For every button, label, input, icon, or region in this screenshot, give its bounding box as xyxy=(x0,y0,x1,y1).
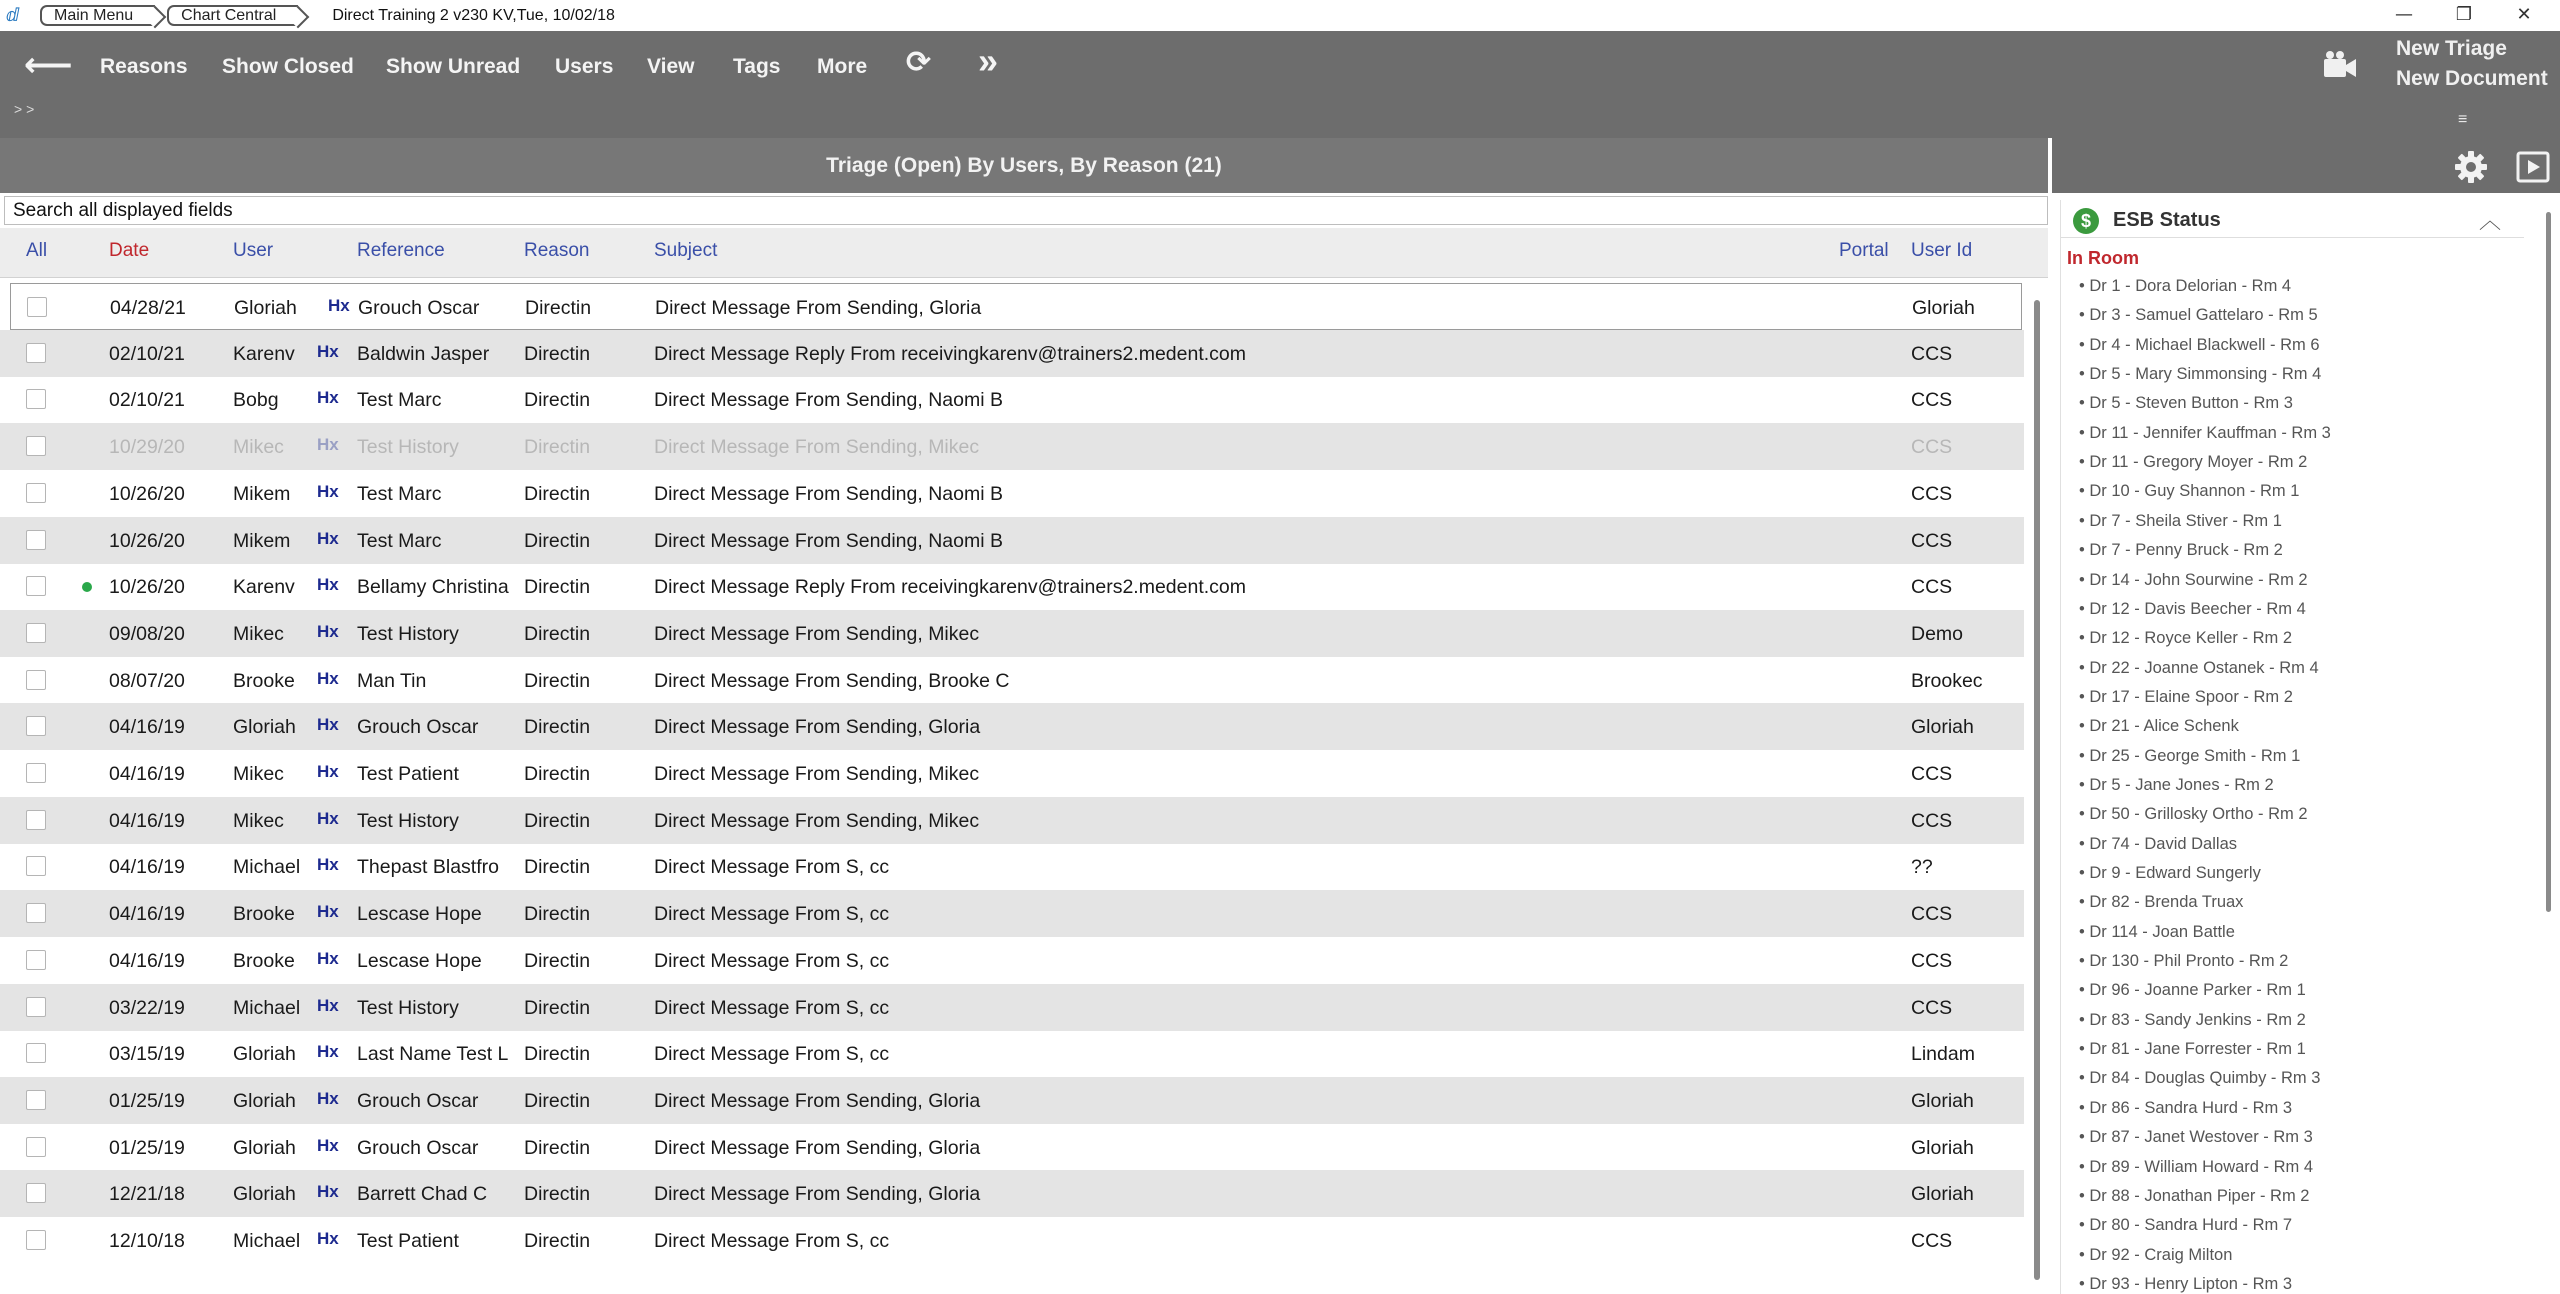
column-user[interactable]: User xyxy=(233,240,274,261)
cell-reference: Last Name Test L xyxy=(357,1043,509,1066)
esb-list-item[interactable]: • Dr 7 - Sheila Stiver - Rm 1 xyxy=(2079,511,2282,530)
cell-reason: Directin xyxy=(524,763,591,785)
row-checkbox[interactable] xyxy=(27,297,47,317)
history-link[interactable]: Hx xyxy=(317,995,339,1015)
esb-list-item[interactable]: • Dr 25 - George Smith - Rm 1 xyxy=(2079,746,2301,765)
row-checkbox[interactable] xyxy=(26,389,46,409)
cell-date: 03/22/19 xyxy=(109,996,185,1019)
cell-subject: Direct Message Reply From receivingkarenv@trainers2.medent.com xyxy=(654,342,1247,365)
esb-list-item[interactable]: • Dr 74 - David Dallas xyxy=(2079,834,2237,853)
show-closed-button[interactable]: Show Closed xyxy=(222,55,354,78)
close-button[interactable]: ✕ xyxy=(2516,4,2532,25)
esb-list-item[interactable]: • Dr 86 - Sandra Hurd - Rm 3 xyxy=(2079,1098,2293,1117)
row-checkbox[interactable] xyxy=(26,810,46,830)
history-link[interactable]: Hx xyxy=(317,1182,339,1202)
column-portal[interactable]: Portal xyxy=(1839,240,1889,261)
esb-list-item[interactable]: • Dr 11 - Gregory Moyer - Rm 2 xyxy=(2079,453,2308,472)
table-row[interactable] xyxy=(0,610,2024,657)
table-row[interactable] xyxy=(0,984,2024,1031)
triage-grid xyxy=(0,283,2030,1293)
cell-user: Karenv xyxy=(233,342,295,365)
esb-list-item[interactable]: • Dr 83 - Sandy Jenkins - Rm 2 xyxy=(2079,1010,2306,1029)
cell-reference: Test History xyxy=(357,809,459,832)
cell-user-id: CCS xyxy=(1911,949,1953,972)
history-link[interactable]: Hx xyxy=(317,1135,339,1155)
cell-reference: Test Marc xyxy=(357,529,442,552)
row-checkbox[interactable] xyxy=(26,763,46,783)
cell-reference: Test Marc xyxy=(357,389,442,412)
grid-title-bar xyxy=(0,138,2048,193)
cell-reason: Directin xyxy=(524,622,591,645)
more-button[interactable]: More xyxy=(817,55,868,78)
play-video-icon[interactable] xyxy=(2516,150,2550,184)
history-link[interactable]: Hx xyxy=(317,668,339,688)
history-link[interactable]: Hx xyxy=(328,296,350,315)
cell-date: 01/25/19 xyxy=(109,1089,185,1112)
cell-user-id: Gloriah xyxy=(1911,1136,1974,1159)
cell-reason: Directin xyxy=(524,1136,591,1159)
cell-date: 01/25/19 xyxy=(109,1136,185,1159)
reasons-button[interactable]: Reasons xyxy=(100,55,188,78)
cell-date: 10/26/20 xyxy=(109,529,185,552)
cell-reason: Directin xyxy=(524,1230,591,1252)
cell-date: 12/21/18 xyxy=(109,1183,185,1206)
table-row[interactable] xyxy=(0,1217,2024,1264)
breadcrumb-main-menu[interactable]: Main Menu xyxy=(40,5,155,26)
cell-user: Mikec xyxy=(233,622,284,645)
window-title: Direct Training 2 v230 KV,Tue, 10/02/18 xyxy=(332,6,615,24)
esb-list-item[interactable]: • Dr 130 - Phil Pronto - Rm 2 xyxy=(2079,952,2289,971)
cell-date: 12/10/18 xyxy=(109,1230,185,1252)
cell-subject: Direct Message From Sending, Mikec xyxy=(654,436,980,459)
cell-user: Mikec xyxy=(233,809,284,832)
esb-list-item[interactable]: • Dr 5 - Steven Button - Rm 3 xyxy=(2079,394,2293,413)
cell-user: Gloriah xyxy=(233,1136,296,1159)
cell-subject: Direct Message From S, cc xyxy=(654,996,890,1019)
row-checkbox[interactable] xyxy=(26,670,46,690)
cell-user-id: CCS xyxy=(1911,576,1953,599)
table-row[interactable] xyxy=(0,797,2024,844)
cell-subject: Direct Message From Sending, Mikec xyxy=(654,763,980,785)
camera-icon[interactable] xyxy=(2322,49,2358,85)
cell-user: Brooke xyxy=(233,949,295,972)
esb-header xyxy=(2061,200,2524,238)
row-checkbox[interactable] xyxy=(26,1043,46,1063)
cell-date: 04/16/19 xyxy=(109,763,185,785)
double-chevron-right-icon[interactable]: » xyxy=(978,40,991,81)
cell-date: 04/16/19 xyxy=(109,903,185,926)
row-checkbox[interactable] xyxy=(26,1183,46,1203)
cell-user: Michael xyxy=(233,1230,301,1252)
esb-list-item[interactable]: • Dr 12 - Royce Keller - Rm 2 xyxy=(2079,629,2292,648)
cell-user-id: Demo xyxy=(1911,622,1964,645)
row-checkbox[interactable] xyxy=(26,950,46,970)
cell-date: 08/07/20 xyxy=(109,669,185,692)
cell-user-id: CCS xyxy=(1911,342,1953,365)
cell-reference: Test Patient xyxy=(357,763,459,785)
esb-list-item[interactable]: • Dr 14 - John Sourwine - Rm 2 xyxy=(2079,570,2308,589)
cell-reason: Directin xyxy=(524,716,591,739)
cell-reference: Grouch Oscar xyxy=(357,716,479,739)
new-triage-link[interactable]: New Triage xyxy=(2396,37,2507,60)
cell-user-id: Gloriah xyxy=(1912,297,1975,319)
cell-user-id: CCS xyxy=(1911,996,1953,1019)
cell-user-id: CCS xyxy=(1911,903,1953,926)
cell-user-id: Brookec xyxy=(1911,669,1983,692)
table-row[interactable] xyxy=(0,470,2024,517)
cell-user: Gloriah xyxy=(233,716,296,739)
table-row[interactable] xyxy=(0,890,2024,937)
table-row[interactable] xyxy=(0,657,2024,704)
table-row[interactable] xyxy=(0,843,2024,890)
cell-user-id: Gloriah xyxy=(1911,1183,1974,1206)
cell-reason: Directin xyxy=(524,669,591,692)
cell-user: Karenv xyxy=(233,576,295,599)
history-link[interactable]: Hx xyxy=(317,715,339,735)
row-checkbox[interactable] xyxy=(26,576,46,596)
cell-user-id: CCS xyxy=(1911,389,1953,412)
row-checkbox[interactable] xyxy=(26,716,46,736)
history-link[interactable]: Hx xyxy=(317,621,339,641)
cell-date: 04/16/19 xyxy=(109,949,185,972)
history-link[interactable]: Hx xyxy=(317,575,339,595)
table-row[interactable] xyxy=(0,423,2024,470)
table-row[interactable] xyxy=(0,937,2024,984)
esb-list-item[interactable]: • Dr 81 - Jane Forrester - Rm 1 xyxy=(2079,1040,2306,1059)
cell-reference: Bellamy Christina xyxy=(357,576,509,599)
row-checkbox[interactable] xyxy=(26,623,46,643)
history-link[interactable]: Hx xyxy=(317,808,339,828)
search-input[interactable] xyxy=(4,196,2048,225)
row-checkbox[interactable] xyxy=(26,997,46,1017)
esb-list-item[interactable]: • Dr 82 - Brenda Truax xyxy=(2079,893,2244,912)
cell-reason: Directin xyxy=(524,436,591,459)
cell-date: 04/28/21 xyxy=(110,297,186,319)
cell-subject: Direct Message From Sending, Naomi B xyxy=(654,529,1003,552)
cell-user-id: CCS xyxy=(1911,436,1953,459)
table-row[interactable] xyxy=(0,703,2024,750)
new-document-link[interactable]: New Document xyxy=(2396,67,2548,90)
cell-reference: Test History xyxy=(357,436,459,459)
row-checkbox[interactable] xyxy=(26,483,46,503)
history-link[interactable]: Hx xyxy=(317,1229,339,1248)
minimize-button[interactable]: — xyxy=(2395,4,2413,25)
cell-user: Mikem xyxy=(233,529,291,552)
column-subject[interactable]: Subject xyxy=(654,240,718,261)
cell-reference: Test History xyxy=(357,996,459,1019)
table-row[interactable] xyxy=(0,376,2024,423)
esb-list-item[interactable]: • Dr 92 - Craig Milton xyxy=(2079,1245,2233,1264)
column-reference[interactable]: Reference xyxy=(357,240,445,261)
cell-subject: Direct Message From Sending, Mikec xyxy=(654,622,980,645)
cell-reason: Directin xyxy=(525,297,592,319)
cell-date: 02/10/21 xyxy=(109,342,185,365)
cell-date: 02/10/21 xyxy=(109,389,185,412)
cell-user: Bobg xyxy=(233,389,279,412)
table-row[interactable] xyxy=(0,1124,2024,1171)
cell-subject: Direct Message From Sending, Gloria xyxy=(654,1183,981,1206)
cell-user-id: CCS xyxy=(1911,809,1953,832)
sub-toolbar-expand-icon[interactable]: > > xyxy=(14,101,35,117)
grid-scrollbar[interactable] xyxy=(2034,300,2040,1280)
row-checkbox[interactable] xyxy=(26,436,46,456)
history-link[interactable]: Hx xyxy=(317,435,339,455)
cell-date: 03/15/19 xyxy=(109,1043,185,1066)
cell-subject: Direct Message From S, cc xyxy=(654,949,890,972)
column-user-id[interactable]: User Id xyxy=(1911,240,1973,261)
esb-list-item[interactable]: • Dr 5 - Mary Simmonsing - Rm 4 xyxy=(2079,365,2322,384)
cell-user: Michael xyxy=(233,996,301,1019)
cell-subject: Direct Message From S, cc xyxy=(654,903,890,926)
cell-date: 04/16/19 xyxy=(109,716,185,739)
breadcrumb-chart-central[interactable]: Chart Central xyxy=(167,5,298,26)
cell-reason: Directin xyxy=(524,576,591,599)
esb-list-item[interactable]: • Dr 11 - Jennifer Kauffman - Rm 3 xyxy=(2079,423,2331,442)
esb-list-item[interactable]: • Dr 89 - William Howard - Rm 4 xyxy=(2079,1157,2314,1176)
table-row[interactable] xyxy=(0,1170,2024,1217)
cell-subject: Direct Message From S, cc xyxy=(654,1230,890,1252)
table-row[interactable] xyxy=(0,330,2024,377)
cell-reference: Thepast Blastfro xyxy=(357,856,499,879)
history-link[interactable]: Hx xyxy=(317,855,339,875)
esb-list-item[interactable]: • Dr 5 - Jane Jones - Rm 2 xyxy=(2079,775,2274,794)
chevron-up-icon[interactable]: ︿ xyxy=(2479,208,2502,233)
cell-reference: Lescase Hope xyxy=(357,903,482,926)
esb-list-item[interactable]: • Dr 1 - Dora Delorian - Rm 4 xyxy=(2079,277,2292,295)
esb-list-item[interactable]: • Dr 3 - Samuel Gattelaro - Rm 5 xyxy=(2079,306,2318,325)
cell-reference: Grouch Oscar xyxy=(357,1136,479,1159)
cell-reason: Directin xyxy=(524,996,591,1019)
cell-user: Gloriah xyxy=(234,297,297,319)
cell-reference: Baldwin Jasper xyxy=(357,342,490,365)
sync-icon[interactable]: ⟳ xyxy=(906,46,932,79)
table-row[interactable] xyxy=(0,563,2024,610)
table-row[interactable] xyxy=(10,283,2022,330)
cell-user: Mikec xyxy=(233,763,284,785)
esb-list-item[interactable]: • Dr 114 - Joan Battle xyxy=(2079,922,2235,941)
unread-dot-icon xyxy=(82,582,92,592)
cell-user-id: Gloriah xyxy=(1911,1089,1974,1112)
esb-list-item[interactable]: • Dr 96 - Joanne Parker - Rm 1 xyxy=(2079,981,2306,1000)
esb-list-item[interactable]: • Dr 17 - Elaine Spoor - Rm 2 xyxy=(2079,687,2293,706)
history-link[interactable]: Hx xyxy=(317,1088,339,1108)
gear-icon[interactable] xyxy=(2454,150,2488,184)
app-logo-icon: ⅆ xyxy=(6,4,19,26)
cell-reference: Lescase Hope xyxy=(357,949,482,972)
esb-list-item[interactable]: • Dr 22 - Joanne Ostanek - Rm 4 xyxy=(2079,658,2319,677)
cell-user: Brooke xyxy=(233,669,295,692)
cell-reference: Barrett Chad C xyxy=(357,1183,488,1206)
cell-reason: Directin xyxy=(524,1183,591,1206)
esb-list-item[interactable]: • Dr 80 - Sandra Hurd - Rm 7 xyxy=(2079,1216,2293,1235)
cell-reference: Grouch Oscar xyxy=(357,1089,479,1112)
row-checkbox[interactable] xyxy=(26,903,46,923)
table-row[interactable] xyxy=(0,517,2024,564)
in-room-heading: In Room xyxy=(2067,248,2139,268)
cell-subject: Direct Message From Sending, Gloria xyxy=(654,1136,981,1159)
cell-user: Brooke xyxy=(233,903,295,926)
cell-user: Gloriah xyxy=(233,1089,296,1112)
column-date[interactable]: Date xyxy=(109,240,150,261)
cell-date: 04/16/19 xyxy=(109,856,185,879)
cell-reason: Directin xyxy=(524,482,591,505)
cell-reference: Test Patient xyxy=(357,1230,459,1252)
cell-date: 09/08/20 xyxy=(109,622,185,645)
cell-reason: Directin xyxy=(524,903,591,926)
esb-list-item[interactable]: • Dr 7 - Penny Bruck - Rm 2 xyxy=(2079,541,2283,560)
cell-user: Gloriah xyxy=(233,1043,296,1066)
cell-user-id: CCS xyxy=(1911,529,1953,552)
cell-user-id: CCS xyxy=(1911,1230,1953,1252)
history-link[interactable]: Hx xyxy=(317,762,339,781)
history-link[interactable]: Hx xyxy=(317,388,339,408)
esb-title: ESB Status xyxy=(2113,209,2221,231)
table-row[interactable] xyxy=(0,750,2024,797)
tags-button[interactable]: Tags xyxy=(733,55,781,78)
cell-reason: Directin xyxy=(524,809,591,832)
history-link[interactable]: Hx xyxy=(317,481,339,501)
dollar-icon: $ xyxy=(2073,208,2099,234)
cell-user-id: CCS xyxy=(1911,763,1953,785)
cell-subject: Direct Message From Sending, Gloria xyxy=(655,297,982,319)
esb-list-item[interactable]: • Dr 9 - Edward Sungerly xyxy=(2079,864,2261,882)
cell-subject: Direct Message From S, cc xyxy=(654,856,890,879)
column-reason[interactable]: Reason xyxy=(524,240,590,261)
grid-title: Triage (Open) By Users, By Reason (21) xyxy=(826,153,1222,177)
esb-status-panel xyxy=(2060,200,2524,1294)
table-row[interactable] xyxy=(0,1077,2024,1124)
cell-user: Mikec xyxy=(233,436,284,459)
esb-list-item[interactable]: • Dr 21 - Alice Schenk xyxy=(2079,717,2239,736)
row-checkbox[interactable] xyxy=(26,1137,46,1157)
row-checkbox[interactable] xyxy=(26,856,46,876)
cell-date: 10/26/20 xyxy=(109,482,185,505)
row-checkbox[interactable] xyxy=(26,1090,46,1110)
cell-subject: Direct Message From Sending, Gloria xyxy=(654,1089,981,1112)
cell-date: 10/26/20 xyxy=(109,576,185,599)
cell-subject: Direct Message From S, cc xyxy=(654,1043,890,1066)
column-all[interactable]: All xyxy=(26,240,48,261)
history-link[interactable]: Hx xyxy=(317,1042,339,1062)
cell-user-id: Gloriah xyxy=(1911,716,1974,739)
view-button[interactable]: View xyxy=(647,55,695,78)
cell-reason: Directin xyxy=(524,949,591,972)
restore-button[interactable]: ❐ xyxy=(2455,4,2473,25)
row-checkbox[interactable] xyxy=(26,343,46,363)
esb-scrollbar[interactable] xyxy=(2546,212,2551,912)
column-header xyxy=(0,228,2048,278)
esb-list-item[interactable]: • Dr 88 - Jonathan Piper - Rm 2 xyxy=(2079,1186,2310,1205)
esb-list-item[interactable]: • Dr 84 - Douglas Quimby - Rm 3 xyxy=(2079,1069,2321,1088)
title-bar xyxy=(0,0,2560,31)
cell-reference: Grouch Oscar xyxy=(358,297,480,319)
row-checkbox[interactable] xyxy=(26,530,46,550)
cell-reason: Directin xyxy=(524,389,591,412)
cell-user: Michael xyxy=(233,856,301,879)
cell-reason: Directin xyxy=(524,1089,591,1112)
cell-reason: Directin xyxy=(524,342,591,365)
history-link[interactable]: Hx xyxy=(317,948,339,968)
cell-subject: Direct Message From Sending, Naomi B xyxy=(654,482,1003,505)
cell-user-id: CCS xyxy=(1911,482,1953,505)
cell-user-id: ?? xyxy=(1911,856,1933,879)
esb-list-item[interactable]: • Dr 4 - Michael Blackwell - Rm 6 xyxy=(2079,335,2320,354)
cell-reference: Test History xyxy=(357,622,459,645)
esb-list-item[interactable]: • Dr 10 - Guy Shannon - Rm 1 xyxy=(2079,482,2300,501)
cell-subject: Direct Message From Sending, Naomi B xyxy=(654,389,1003,412)
history-link[interactable]: Hx xyxy=(317,528,339,548)
cell-subject: Direct Message From Sending, Brooke C xyxy=(654,669,1010,692)
menu-icon[interactable]: ≡ xyxy=(2458,111,2468,128)
cell-reference: Test Marc xyxy=(357,482,442,505)
cell-subject: Direct Message Reply From receivingkarenv@trainers2.medent.com xyxy=(654,576,1247,599)
cell-reference: Man Tin xyxy=(357,669,427,692)
cell-reason: Directin xyxy=(524,856,591,879)
back-arrow-icon[interactable]: ⟵ xyxy=(24,46,73,84)
esb-list-item[interactable]: • Dr 93 - Henry Lipton - Rm 3 xyxy=(2079,1274,2293,1293)
cell-reason: Directin xyxy=(524,529,591,552)
table-row[interactable] xyxy=(0,1030,2024,1077)
cell-date: 10/29/20 xyxy=(109,436,185,459)
row-checkbox[interactable] xyxy=(26,1230,46,1250)
cell-subject: Direct Message From Sending, Mikec xyxy=(654,809,980,832)
cell-date: 04/16/19 xyxy=(109,809,185,832)
toolbar xyxy=(0,31,2560,138)
esb-list-item[interactable]: • Dr 87 - Janet Westover - Rm 3 xyxy=(2079,1128,2313,1147)
cell-reason: Directin xyxy=(524,1043,591,1066)
users-button[interactable]: Users xyxy=(555,55,614,78)
history-link[interactable]: Hx xyxy=(317,902,339,922)
history-link[interactable]: Hx xyxy=(317,341,339,361)
esb-list-item[interactable]: • Dr 12 - Davis Beecher - Rm 4 xyxy=(2079,599,2306,618)
cell-subject: Direct Message From Sending, Gloria xyxy=(654,716,981,739)
show-unread-button[interactable]: Show Unread xyxy=(386,55,521,78)
cell-user-id: Lindam xyxy=(1911,1043,1975,1066)
cell-user: Mikem xyxy=(233,482,291,505)
esb-list-item[interactable]: • Dr 50 - Grillosky Ortho - Rm 2 xyxy=(2079,805,2308,824)
cell-user: Gloriah xyxy=(233,1183,296,1206)
